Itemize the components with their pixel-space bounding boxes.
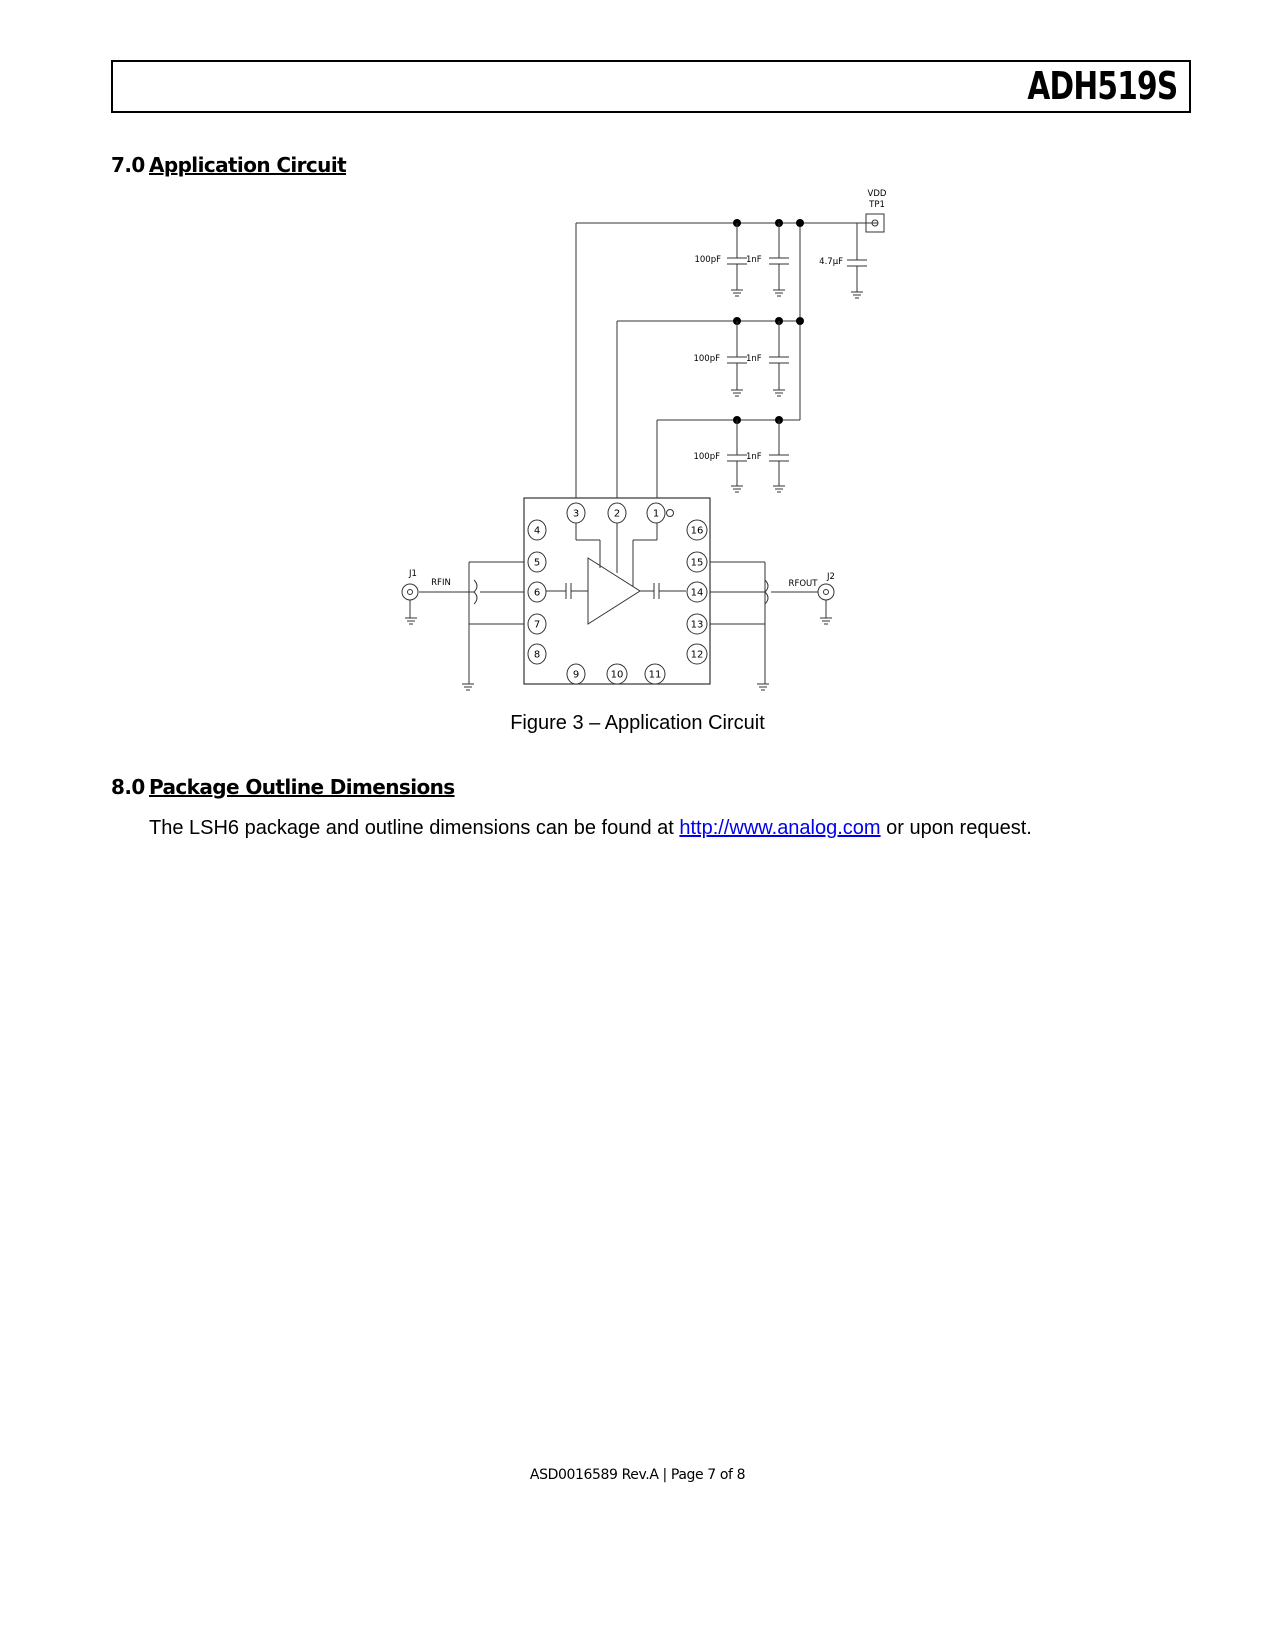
package-outline-paragraph [149,817,1032,840]
paragraph-text-after: or upon request. [880,817,1032,839]
section-heading-package-outline [111,775,455,799]
page-header [111,60,1191,113]
cap-label-1nf-2: 1nF [746,354,762,364]
cap-label-100pf-2: 100pF [693,354,720,364]
pin-3-label: 3 [572,508,580,520]
pin-7-label: 7 [533,619,541,631]
j2-label: J2 [827,572,835,582]
j2-rf-connector [818,584,834,600]
pin-6-label: 6 [533,587,541,599]
section-number: 7.0 [111,153,145,177]
pin-9-label: 9 [572,669,580,681]
pin-13-label: 13 [690,619,704,631]
cap-label-4-7uf: 4.7µF [819,257,843,267]
section-number: 8.0 [111,775,145,799]
section-title: Package Outline Dimensions [149,775,455,799]
analog-website-link[interactable]: http://www.analog.com [679,817,881,839]
part-number-title: ADH519S [1026,64,1177,108]
j1-label: J1 [409,569,417,579]
vdd-label: VDD [867,189,887,199]
section-heading-application-circuit [111,153,346,177]
cap-label-100pf-1: 100pF [694,255,721,265]
pin-1-label: 1 [652,508,660,520]
amplifier-triangle [588,558,640,624]
pin-2-label: 2 [613,508,621,520]
pin-16-label: 16 [690,525,704,537]
pin-11-label: 11 [648,669,662,681]
page-footer: ASD0016589 Rev.A | Page 7 of 8 [529,1467,746,1483]
cap-label-100pf-3: 100pF [693,452,720,462]
pin-12-label: 12 [690,649,704,661]
ground-symbols [405,290,863,690]
paragraph-text-before: The LSH6 package and outline dimensions can be found at [149,817,680,839]
j1-rf-connector [402,584,418,600]
application-circuit-schematic [395,185,905,705]
rfout-label: RFOUT [788,579,818,589]
pin-5-label: 5 [533,557,541,569]
pin-15-label: 15 [690,557,704,569]
section-title: Application Circuit [149,153,347,177]
pin-14-label: 14 [690,587,704,599]
tp1-label: TP1 [869,200,885,210]
cap-label-1nf-1: 1nF [746,255,762,265]
cap-label-1nf-3: 1nF [746,452,762,462]
pin-8-label: 8 [533,649,541,661]
figure-caption: Figure 3 – Application Circuit [510,712,765,734]
pin-10-label: 10 [610,669,624,681]
rfin-label: RFIN [431,578,451,588]
pin-4-label: 4 [533,525,541,537]
